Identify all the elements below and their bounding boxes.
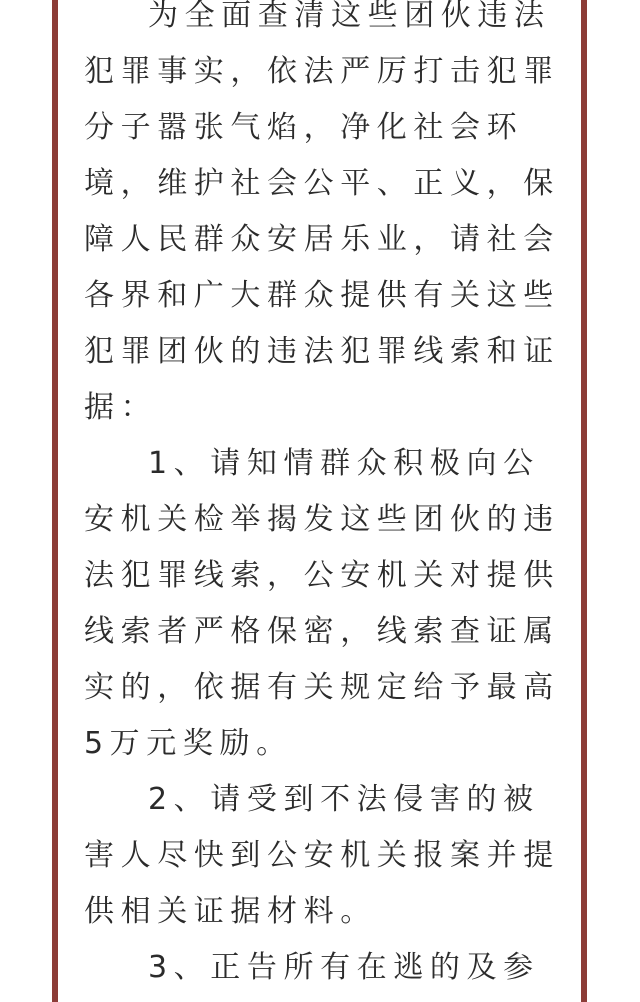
text-line: 据： [84,390,158,425]
text-line: 各界和广大群众提供有关这些 [84,278,560,313]
text-line: 为全面查清这些团伙违法 [148,0,551,33]
text-line: 供相关证据材料。 [84,894,377,929]
text-line: 1、请知情群众积极向公 [148,446,540,481]
text-line: 犯罪团伙的违法犯罪线索和证 [84,334,560,369]
text-line: 境，维护社会公平、正义，保 [84,166,560,201]
text-line: 障人民群众安居乐业，请社会 [84,222,560,257]
text-line: 线索者严格保密，线索查证属 [84,614,560,649]
text-line: 5万元奖励。 [84,726,293,761]
text-line: 实的，依据有关规定给予最高 [84,670,560,705]
text-line: 分子嚣张气焰，净化社会环 [84,110,524,145]
right-border [581,0,587,1002]
left-border [52,0,58,1002]
text-line: 安机关检举揭发这些团伙的违 [84,502,560,537]
text-line: 2、请受到不法侵害的被 [148,782,540,817]
text-line: 害人尽快到公安机关报案并提 [84,838,560,873]
notice-body [84,0,564,996]
text-line: 犯罪事实，依法严厉打击犯罪 [84,54,560,89]
text-line: 3、正告所有在逃的及参 [148,950,540,985]
text-line: 法犯罪线索，公安机关对提供 [84,558,560,593]
